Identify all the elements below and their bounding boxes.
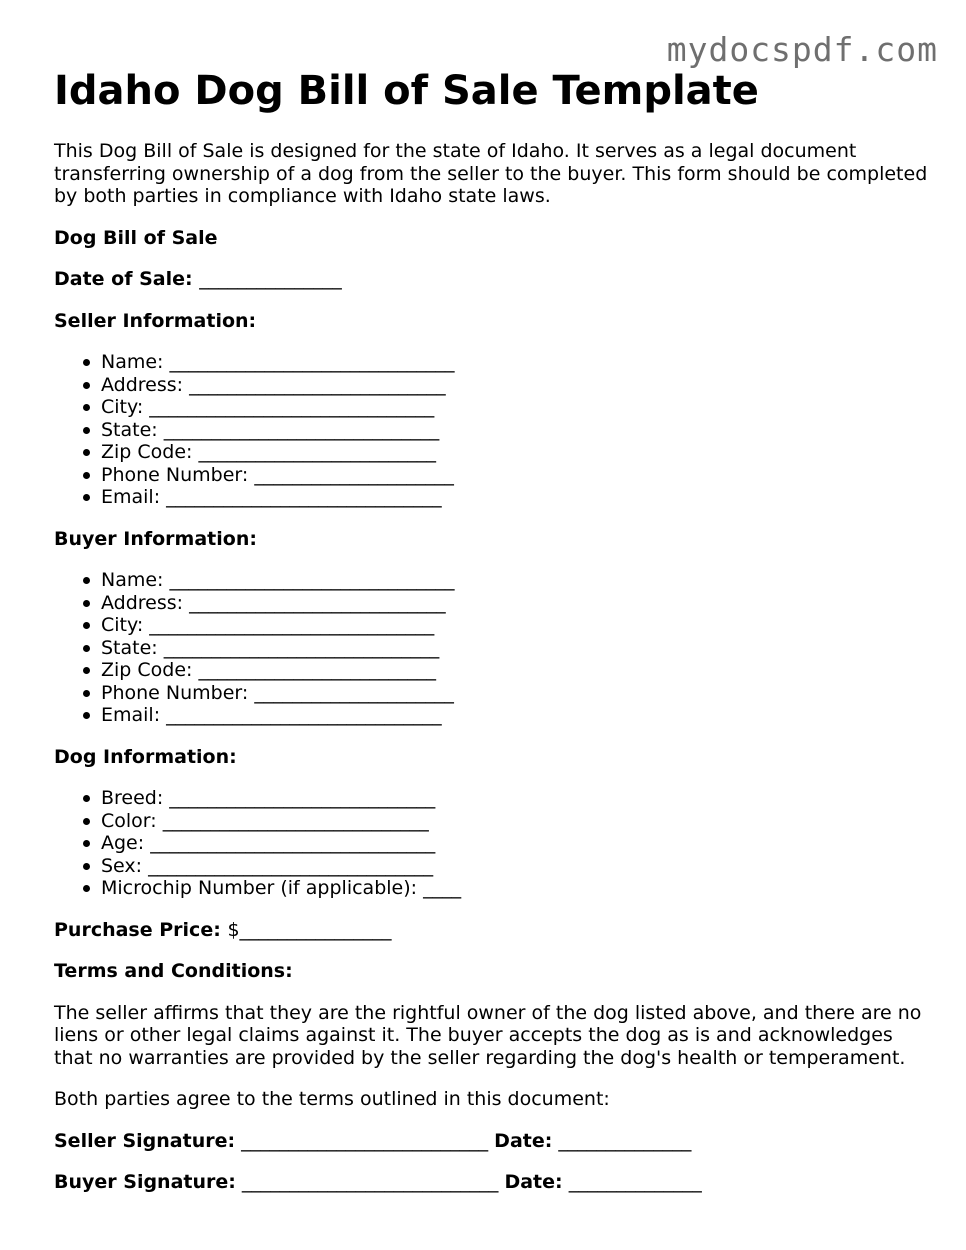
purchase-price-blank: $________________ bbox=[227, 918, 392, 941]
date-of-sale-line bbox=[54, 268, 934, 291]
date-of-sale-blank: _______________ bbox=[199, 268, 342, 290]
buyer-zip-field: Zip Code: _________________________ bbox=[54, 659, 934, 682]
agreement-statement: Both parties agree to the terms outlined in this document: bbox=[54, 1088, 610, 1110]
dog-color-field: Color: ____________________________ bbox=[54, 810, 934, 833]
dog-sex-field: Sex: ______________________________ bbox=[54, 855, 934, 878]
dog-heading: Dog Information: bbox=[54, 745, 237, 768]
seller-fields-list bbox=[54, 351, 934, 509]
buyer-email-field: Email: _____________________________ bbox=[54, 704, 934, 727]
buyer-city-field: City: ______________________________ bbox=[54, 614, 934, 637]
watermark: mydocspdf.com bbox=[666, 30, 938, 69]
seller-phone-field: Phone Number: _____________________ bbox=[54, 464, 934, 487]
buyer-heading: Buyer Information: bbox=[54, 527, 257, 550]
seller-signature-label: Seller Signature: bbox=[54, 1129, 236, 1152]
purchase-price-label: Purchase Price: bbox=[54, 918, 221, 941]
seller-name-field: Name: ______________________________ bbox=[54, 351, 934, 374]
seller-date-label: Date: bbox=[494, 1129, 553, 1152]
purchase-price-line bbox=[54, 919, 934, 942]
buyer-state-field: State: _____________________________ bbox=[54, 637, 934, 660]
seller-signature-line bbox=[54, 1130, 934, 1153]
dog-age-field: Age: ______________________________ bbox=[54, 832, 934, 855]
seller-state-field: State: _____________________________ bbox=[54, 419, 934, 442]
terms-paragraph: The seller affirms that they are the rightful owner of the dog listed above, and there are no liens or other legal claims against it. The buyer accepts the dog as is and acknowledges that no warranties are provided by the seller regarding the dog's health or temperament. bbox=[54, 1001, 922, 1069]
dog-microchip-field: Microchip Number (if applicable): ____ bbox=[54, 877, 934, 900]
document-page bbox=[54, 66, 934, 1213]
buyer-date-label: Date: bbox=[504, 1171, 563, 1193]
buyer-signature-label: Buyer Signature: bbox=[54, 1171, 236, 1193]
intro-paragraph: This Dog Bill of Sale is designed for the state of Idaho. It serves as a legal document transferring ownership of a dog from the seller to the buyer. This form should be completed by both parties in compliance with Idaho state laws. bbox=[54, 140, 928, 207]
buyer-fields-list bbox=[54, 569, 934, 727]
seller-heading: Seller Information: bbox=[54, 309, 257, 332]
buyer-name-field: Name: ______________________________ bbox=[54, 569, 934, 592]
document-title: Idaho Dog Bill of Sale Template bbox=[54, 68, 759, 114]
dog-fields-list bbox=[54, 787, 934, 900]
terms-heading: Terms and Conditions: bbox=[54, 960, 293, 982]
seller-email-field: Email: _____________________________ bbox=[54, 486, 934, 509]
seller-city-field: City: ______________________________ bbox=[54, 396, 934, 419]
seller-signature-blank: __________________________ bbox=[241, 1129, 489, 1152]
date-of-sale-label: Date of Sale: bbox=[54, 268, 193, 290]
seller-zip-field: Zip Code: _________________________ bbox=[54, 441, 934, 464]
buyer-signature-line bbox=[54, 1171, 934, 1194]
buyer-date-blank: ______________ bbox=[568, 1171, 702, 1193]
seller-date-blank: ______________ bbox=[558, 1129, 692, 1152]
buyer-phone-field: Phone Number: _____________________ bbox=[54, 682, 934, 705]
buyer-signature-blank: ___________________________ bbox=[241, 1171, 499, 1193]
section-title: Dog Bill of Sale bbox=[54, 226, 218, 249]
seller-address-field: Address: ___________________________ bbox=[54, 374, 934, 397]
dog-breed-field: Breed: ____________________________ bbox=[54, 787, 934, 810]
buyer-address-field: Address: ___________________________ bbox=[54, 592, 934, 615]
